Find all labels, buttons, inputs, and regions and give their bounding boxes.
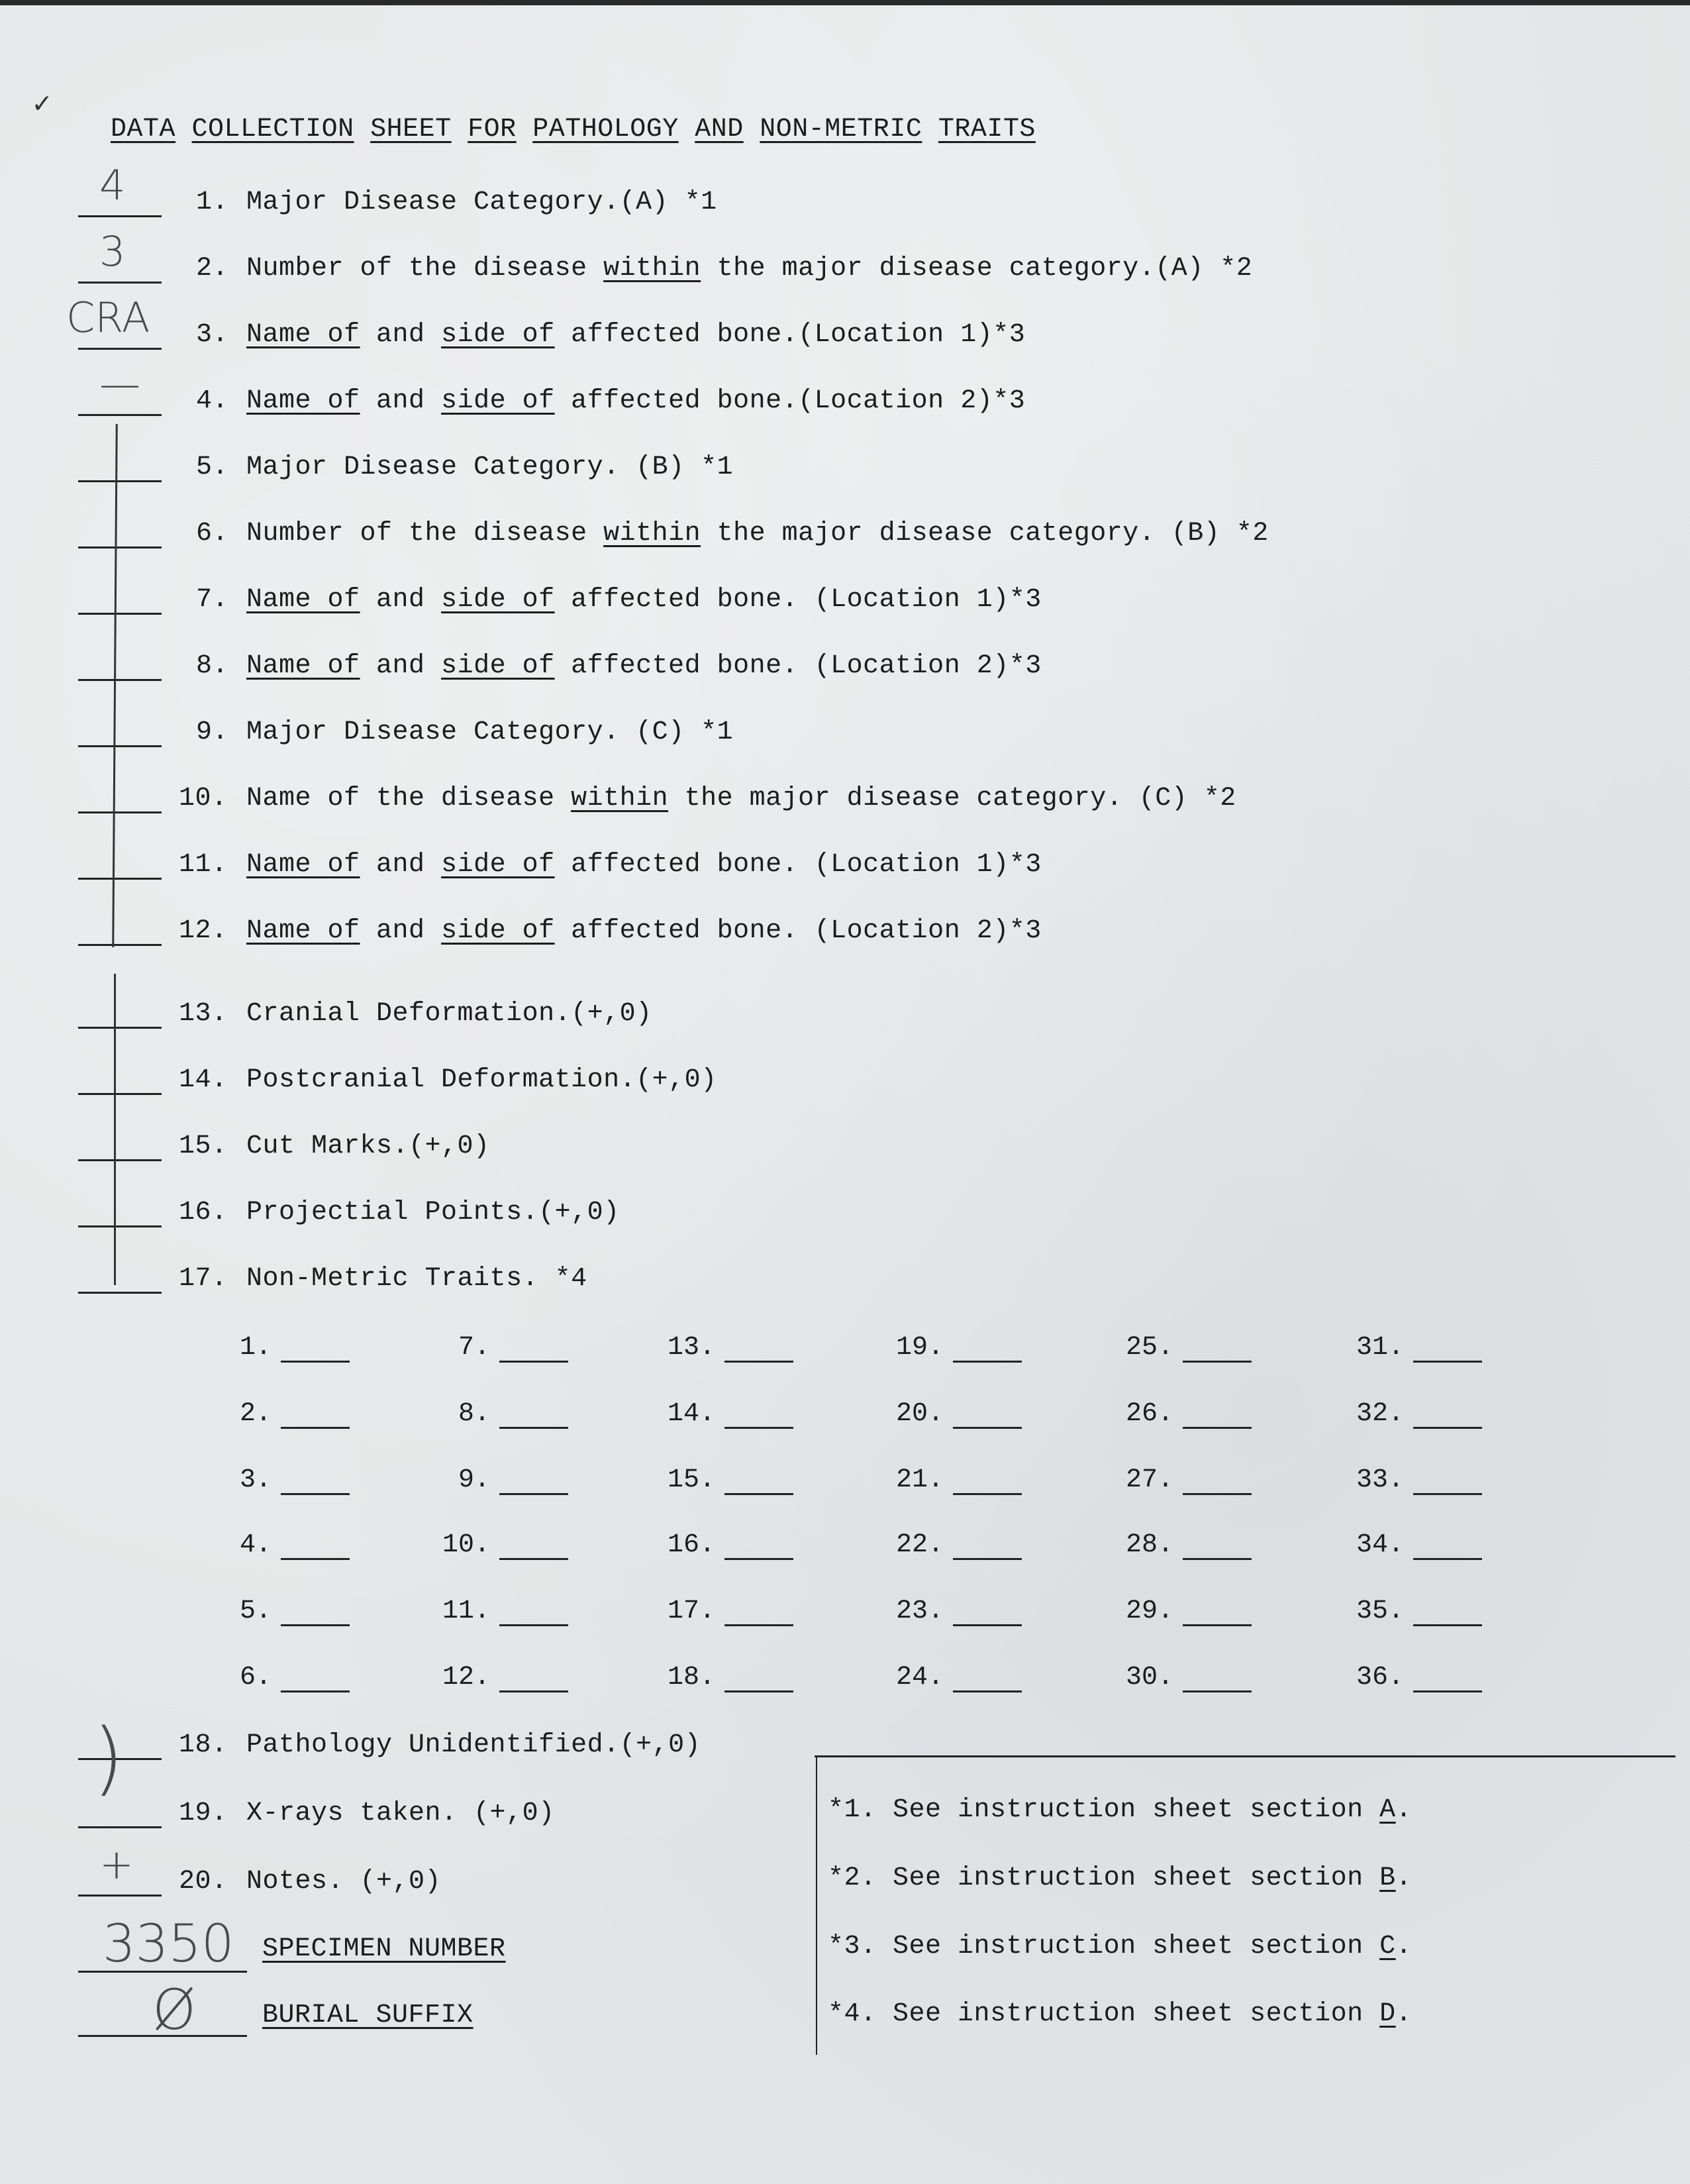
title-word: AND: [695, 115, 744, 144]
item-label: [246, 254, 1252, 284]
answer-blank[interactable]: [78, 1027, 162, 1029]
trait-number: 1.: [239, 1333, 272, 1363]
trait-blank[interactable]: [281, 1427, 350, 1429]
answer-blank[interactable]: [78, 480, 162, 482]
label-underlined: side of: [441, 320, 555, 350]
item-number: 3.: [196, 320, 229, 350]
label-text: Pathology Unidentified.(+,0): [246, 1730, 701, 1760]
label-text: Postcranial Deformation.(+,0): [246, 1065, 717, 1095]
trait-number: 19.: [895, 1333, 944, 1363]
trait-number: 2.: [239, 1399, 272, 1429]
handwritten-bracket: ): [93, 1712, 124, 1804]
label-text: and: [360, 320, 442, 350]
trait-blank[interactable]: [281, 1493, 350, 1495]
answer-value: +: [99, 1840, 134, 1889]
item-number: 6.: [196, 519, 229, 548]
trait-number: 9.: [458, 1465, 490, 1495]
label-text: the major disease category.(A) *2: [701, 254, 1253, 284]
label-text: Non-Metric Traits. *4: [246, 1264, 587, 1294]
answer-value: 3: [99, 227, 126, 276]
label-underlined: Name of: [246, 651, 360, 681]
trait-number: 5.: [239, 1596, 272, 1626]
label-text: affected bone. (Location 2)*3: [554, 651, 1042, 681]
title-word: NON-METRIC: [760, 115, 922, 144]
trait-number: 16.: [667, 1530, 715, 1560]
item-number: 5.: [196, 452, 229, 482]
trait-number: 27.: [1125, 1465, 1173, 1495]
label-text: Name of the disease: [246, 784, 572, 813]
trait-number: 32.: [1356, 1399, 1404, 1429]
trait-number: 8.: [458, 1399, 490, 1429]
notes-box-border-top: [815, 1755, 1675, 1757]
instruction-note: [828, 1932, 1412, 1961]
trait-number: 15.: [667, 1465, 715, 1495]
trait-blank[interactable]: [1413, 1690, 1482, 1692]
trait-blank[interactable]: [1183, 1558, 1252, 1560]
trait-blank[interactable]: [953, 1624, 1022, 1626]
trait-blank[interactable]: [953, 1690, 1022, 1692]
burial-suffix-value: Ø: [152, 1977, 197, 2042]
label-text: and: [360, 585, 442, 615]
label-text: affected bone.(Location 2)*3: [554, 386, 1026, 416]
item-label: [246, 452, 733, 482]
title-word: TRAITS: [938, 115, 1036, 144]
trait-blank[interactable]: [953, 1558, 1022, 1560]
trait-number: 6.: [239, 1663, 272, 1692]
answer-blank[interactable]: [78, 679, 162, 681]
label-text: affected bone. (Location 1)*3: [554, 585, 1042, 615]
note-text: *4. See instruction sheet section: [828, 1999, 1380, 2029]
page-title: [78, 85, 1036, 144]
label-underlined: within: [571, 784, 669, 813]
label-text: Major Disease Category. (C) *1: [246, 717, 734, 747]
trait-blank[interactable]: [499, 1361, 568, 1363]
label-text: the major disease category. (B) *2: [701, 519, 1269, 548]
trait-number: 21.: [895, 1465, 944, 1495]
item-label: [246, 717, 733, 747]
trait-blank[interactable]: [724, 1361, 793, 1363]
answer-blank[interactable]: [78, 215, 162, 217]
item-label: [246, 320, 1025, 350]
item-label: [246, 651, 1042, 681]
label-underlined: Name of: [246, 850, 360, 880]
answer-blank[interactable]: [78, 1826, 162, 1828]
label-underlined: side of: [441, 585, 555, 615]
item-number: 18.: [179, 1730, 228, 1760]
trait-blank[interactable]: [281, 1558, 350, 1560]
label-text: Major Disease Category. (B) *1: [246, 452, 734, 482]
notes-box-border-left: [816, 1757, 817, 2055]
item-number: 9.: [196, 717, 229, 747]
label-text: and: [360, 850, 442, 880]
label-underlined: side of: [441, 916, 555, 946]
item-label: [246, 585, 1042, 615]
trait-number: 23.: [895, 1596, 944, 1626]
item-number: 19.: [179, 1798, 228, 1828]
answer-value: CRA: [66, 293, 150, 342]
answer-blank[interactable]: [78, 546, 162, 548]
specimen-number-label: SPECIMEN NUMBER: [262, 1934, 506, 1964]
item-label: [246, 784, 1236, 813]
trait-blank[interactable]: [499, 1624, 568, 1626]
instruction-note: [828, 1863, 1412, 1893]
burial-suffix-label: BURIAL SUFFIX: [262, 2001, 473, 2030]
trait-number: 11.: [442, 1596, 490, 1626]
trait-number: 13.: [667, 1333, 715, 1363]
label-text: Number of the disease: [246, 254, 604, 284]
item-number: 4.: [196, 386, 229, 416]
trait-blank[interactable]: [1183, 1427, 1252, 1429]
trait-blank[interactable]: [1183, 1361, 1252, 1363]
trait-number: 4.: [239, 1530, 272, 1560]
scan-edge: [0, 0, 1690, 5]
title-word: COLLECTION: [191, 115, 354, 144]
trait-number: 17.: [667, 1596, 715, 1626]
label-text: Number of the disease: [246, 519, 604, 548]
item-number: 16.: [179, 1198, 228, 1227]
item-number: 1.: [196, 187, 229, 217]
answer-blank[interactable]: [78, 1093, 162, 1095]
item-label: [246, 1730, 701, 1760]
check-mark-icon: ✓: [33, 89, 51, 122]
answer-blank[interactable]: [78, 1292, 162, 1294]
label-text: and: [360, 386, 442, 416]
trait-number: 26.: [1125, 1399, 1173, 1429]
trait-blank[interactable]: [499, 1493, 568, 1495]
label-underlined: Name of: [246, 916, 360, 946]
trait-number: 30.: [1125, 1663, 1173, 1692]
label-underlined: Name of: [246, 585, 360, 615]
trait-blank[interactable]: [724, 1558, 793, 1560]
answer-blank[interactable]: [78, 1895, 162, 1897]
handwritten-bracket-line: [114, 974, 116, 1285]
label-underlined: side of: [441, 651, 555, 681]
label-text: Notes. (+,0): [246, 1867, 442, 1897]
trait-blank[interactable]: [1183, 1493, 1252, 1495]
note-text: *3. See instruction sheet section: [828, 1932, 1380, 1961]
answer-blank[interactable]: [78, 348, 162, 350]
answer-blank[interactable]: [78, 282, 162, 284]
label-text: the major disease category. (C) *2: [668, 784, 1236, 813]
burial-suffix-field[interactable]: [78, 2035, 247, 2037]
trait-blank[interactable]: [1183, 1690, 1252, 1692]
label-text: Major Disease Category.(A) *1: [246, 187, 717, 217]
trait-number: 10.: [442, 1530, 490, 1560]
item-label: [246, 1131, 490, 1161]
note-section: A: [1379, 1795, 1396, 1825]
item-number: 8.: [196, 651, 229, 681]
instruction-note: [828, 1999, 1412, 2029]
label-underlined: within: [603, 254, 701, 284]
item-label: [246, 519, 1269, 548]
trait-blank[interactable]: [1413, 1427, 1482, 1429]
label-text: affected bone. (Location 1)*3: [554, 850, 1042, 880]
label-text: Projectial Points.(+,0): [246, 1198, 620, 1227]
trait-number: 20.: [895, 1399, 944, 1429]
label-underlined: Name of: [246, 320, 360, 350]
trait-blank[interactable]: [953, 1493, 1022, 1495]
answer-blank[interactable]: [78, 414, 162, 416]
item-number: 11.: [179, 850, 228, 880]
item-number: 15.: [179, 1131, 228, 1161]
item-number: 2.: [196, 254, 229, 284]
title-word: DATA: [111, 115, 176, 144]
trait-blank[interactable]: [953, 1361, 1022, 1363]
trait-blank[interactable]: [1413, 1558, 1482, 1560]
answer-blank[interactable]: [78, 1159, 162, 1161]
trait-number: 31.: [1356, 1333, 1404, 1363]
trait-blank[interactable]: [724, 1427, 793, 1429]
trait-blank[interactable]: [724, 1493, 793, 1495]
specimen-number-field[interactable]: [78, 1971, 247, 1973]
trait-number: 3.: [239, 1465, 272, 1495]
label-text: and: [360, 916, 442, 946]
title-word: SHEET: [370, 115, 452, 144]
item-label: [246, 187, 717, 217]
trait-number: 24.: [895, 1663, 944, 1692]
trait-number: 18.: [667, 1663, 715, 1692]
trait-blank[interactable]: [953, 1427, 1022, 1429]
trait-number: 14.: [667, 1399, 715, 1429]
item-label: [246, 999, 652, 1029]
trait-number: 25.: [1125, 1333, 1173, 1363]
answer-blank[interactable]: [78, 878, 162, 880]
trait-blank[interactable]: [724, 1690, 793, 1692]
specimen-number-value: 3350: [103, 1914, 234, 1974]
note-section: C: [1379, 1932, 1396, 1961]
answer-blank[interactable]: [78, 613, 162, 615]
note-suffix: .: [1395, 1932, 1413, 1961]
label-underlined: Name of: [246, 386, 360, 416]
trait-blank[interactable]: [1183, 1624, 1252, 1626]
note-section: D: [1379, 1999, 1396, 2029]
label-text: X-rays taken. (+,0): [246, 1798, 555, 1828]
trait-blank[interactable]: [724, 1624, 793, 1626]
trait-number: 12.: [442, 1663, 490, 1692]
trait-blank[interactable]: [499, 1427, 568, 1429]
note-text: *1. See instruction sheet section: [828, 1795, 1380, 1825]
item-label: [246, 1198, 620, 1227]
trait-blank[interactable]: [499, 1690, 568, 1692]
instruction-note: [828, 1795, 1412, 1825]
trait-number: 34.: [1356, 1530, 1404, 1560]
answer-blank[interactable]: [78, 1225, 162, 1227]
item-number: 10.: [179, 784, 228, 813]
item-label: [246, 1264, 587, 1294]
title-word: FOR: [468, 115, 517, 144]
item-number: 14.: [179, 1065, 228, 1095]
label-underlined: within: [603, 519, 701, 548]
trait-number: 36.: [1356, 1663, 1404, 1692]
trait-blank[interactable]: [1413, 1624, 1482, 1626]
label-underlined: side of: [441, 850, 555, 880]
label-text: affected bone. (Location 2)*3: [554, 916, 1042, 946]
answer-value: —: [99, 360, 140, 408]
item-label: [246, 916, 1042, 946]
answer-blank[interactable]: [78, 811, 162, 813]
label-text: affected bone.(Location 1)*3: [554, 320, 1026, 350]
trait-blank[interactable]: [281, 1690, 350, 1692]
item-label: [246, 1798, 555, 1828]
item-number: 20.: [179, 1867, 228, 1897]
trait-blank[interactable]: [499, 1558, 568, 1560]
item-number: 17.: [179, 1264, 228, 1294]
answer-blank[interactable]: [78, 745, 162, 747]
trait-number: 22.: [895, 1530, 944, 1560]
label-text: Cranial Deformation.(+,0): [246, 999, 652, 1029]
item-label: [246, 850, 1042, 880]
note-text: *2. See instruction sheet section: [828, 1863, 1380, 1893]
trait-number: 33.: [1356, 1465, 1404, 1495]
note-suffix: .: [1395, 1863, 1413, 1893]
trait-number: 7.: [458, 1333, 490, 1363]
item-label: [246, 386, 1025, 416]
trait-blank[interactable]: [281, 1361, 350, 1363]
answer-blank[interactable]: [78, 944, 162, 946]
note-section: B: [1379, 1863, 1396, 1893]
trait-number: 28.: [1125, 1530, 1173, 1560]
handwritten-bracket-line: [112, 424, 118, 947]
note-suffix: .: [1395, 1795, 1413, 1825]
item-number: 13.: [179, 999, 228, 1029]
item-number: 12.: [179, 916, 228, 946]
trait-number: 35.: [1356, 1596, 1404, 1626]
answer-value: 4: [99, 161, 126, 209]
item-label: [246, 1867, 441, 1897]
label-underlined: side of: [441, 386, 555, 416]
note-suffix: .: [1395, 1999, 1413, 2029]
item-label: [246, 1065, 717, 1095]
trait-blank[interactable]: [1413, 1361, 1482, 1363]
label-text: Cut Marks.(+,0): [246, 1131, 490, 1161]
item-number: 7.: [196, 585, 229, 615]
trait-blank[interactable]: [281, 1624, 350, 1626]
trait-number: 29.: [1125, 1596, 1173, 1626]
trait-blank[interactable]: [1413, 1493, 1482, 1495]
label-text: and: [360, 651, 442, 681]
title-word: PATHOLOGY: [532, 115, 679, 144]
